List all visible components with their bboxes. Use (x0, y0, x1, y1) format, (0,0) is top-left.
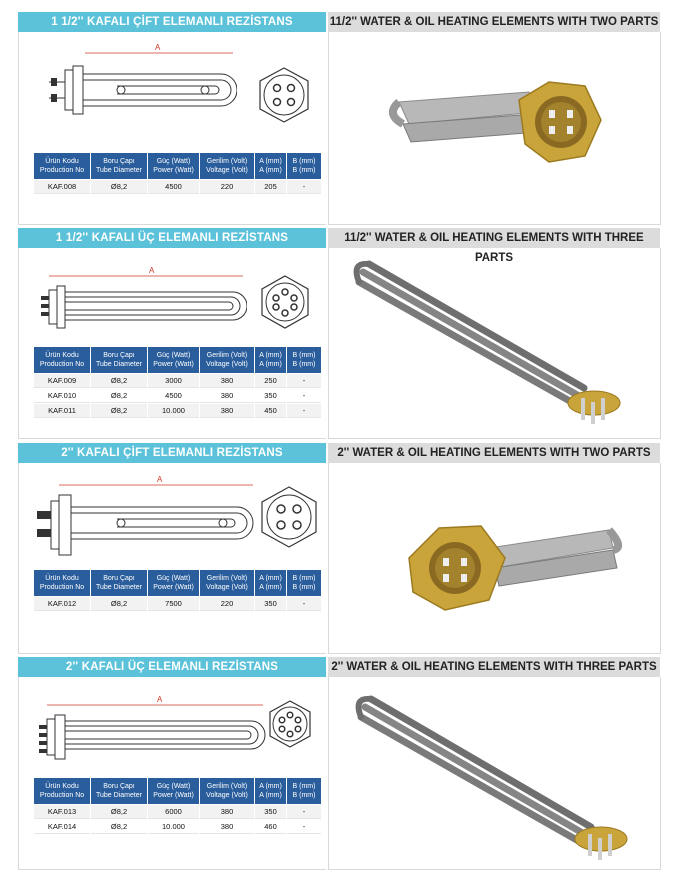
photo-panel (328, 32, 661, 225)
product-photo-three-part (329, 248, 660, 438)
two-part-element-drawing (37, 471, 257, 561)
spec-table (33, 152, 322, 195)
photo-panel (328, 248, 661, 439)
section-title-tr: 1 1/2'' KAFALI ÇİFT ELEMANLI REZİSTANS (18, 12, 326, 32)
product-photo-two-part (329, 32, 660, 224)
dimension-label: A (149, 266, 155, 275)
product-section-4 (18, 657, 660, 869)
technical-panel (18, 248, 326, 439)
hex-head-two-pin-drawing (255, 66, 313, 124)
dimension-label: A (157, 475, 163, 484)
three-part-element-drawing (37, 685, 267, 765)
photo-panel (328, 677, 661, 870)
table-row: KAF.012 Ø8,2 7500 220 350 - (34, 597, 321, 611)
section-title-en: 11/2'' WATER & OIL HEATING ELEMENTS WITH TWO PARTS (328, 12, 660, 32)
table-row: KAF.008 Ø8,2 4500 220 205 - (34, 180, 321, 194)
table-row: KAF.013 Ø8,2 6000 380 350 - (34, 805, 321, 819)
hex-head-three-pin-drawing (265, 699, 315, 749)
photo-panel (328, 463, 661, 654)
section-title-en: 11/2'' WATER & OIL HEATING ELEMENTS WITH THREE PARTS (328, 228, 660, 248)
technical-panel (18, 32, 326, 225)
product-photo-three-part (329, 677, 660, 869)
table-row: KAF.011 Ø8,2 10.000 380 450 - (34, 404, 321, 418)
table-row: KAF.009 Ø8,2 3000 380 250 - (34, 374, 321, 388)
table-row: KAF.010 Ø8,2 4500 380 350 - (34, 389, 321, 403)
product-photo-two-part (329, 463, 660, 653)
dimension-label: A (155, 43, 161, 52)
product-section-1 (18, 12, 660, 224)
hex-head-two-pin-drawing (257, 485, 321, 549)
product-section-3 (18, 443, 660, 653)
table-header-row: Ürün Kodu Production No Boru Çapı Tube Diameter Güç (Watt) Power (Watt) Gerilim (Volt) Voltage (Volt) A (mm) A (mm) B (mm) B (mm) (34, 570, 321, 596)
table-row: KAF.014 Ø8,2 10.000 380 460 - (34, 820, 321, 834)
technical-panel (18, 677, 326, 870)
table-header-row: Ürün Kodu Production No Boru Çapı Tube Diameter Güç (Watt) Power (Watt) Gerilim (Volt) Voltage (Volt) A (mm) A (mm) B (mm) B (mm) (34, 347, 321, 373)
table-header-row: Ürün Kodu Production No Boru Çapı Tube Diameter Güç (Watt) Power (Watt) Gerilim (Volt) Voltage (Volt) A (mm) A (mm) B (mm) B (mm) (34, 778, 321, 804)
section-title-tr: 2'' KAFALI ÜÇ ELEMANLI REZİSTANS (18, 657, 326, 677)
product-section-2 (18, 228, 660, 438)
section-title-tr: 1 1/2'' KAFALI ÜÇ ELEMANLI REZİSTANS (18, 228, 326, 248)
spec-table (33, 777, 322, 835)
section-title-tr: 2'' KAFALI ÇİFT ELEMANLI REZİSTANS (18, 443, 326, 463)
three-part-element-drawing (37, 256, 247, 336)
dimension-label: A (157, 695, 163, 704)
spec-table (33, 346, 322, 419)
technical-panel (18, 463, 326, 654)
table-header-row: Ürün Kodu Production No Boru Çapı Tube Diameter Güç (Watt) Power (Watt) Gerilim (Volt) Voltage (Volt) A (mm) A (mm) B (mm) B (mm) (34, 153, 321, 179)
two-part-element-drawing (37, 40, 237, 120)
spec-table (33, 569, 322, 612)
section-title-en: 2'' WATER & OIL HEATING ELEMENTS WITH THREE PARTS (328, 657, 660, 677)
section-title-en: 2'' WATER & OIL HEATING ELEMENTS WITH TWO PARTS (328, 443, 660, 463)
hex-head-three-pin-drawing (257, 274, 313, 330)
